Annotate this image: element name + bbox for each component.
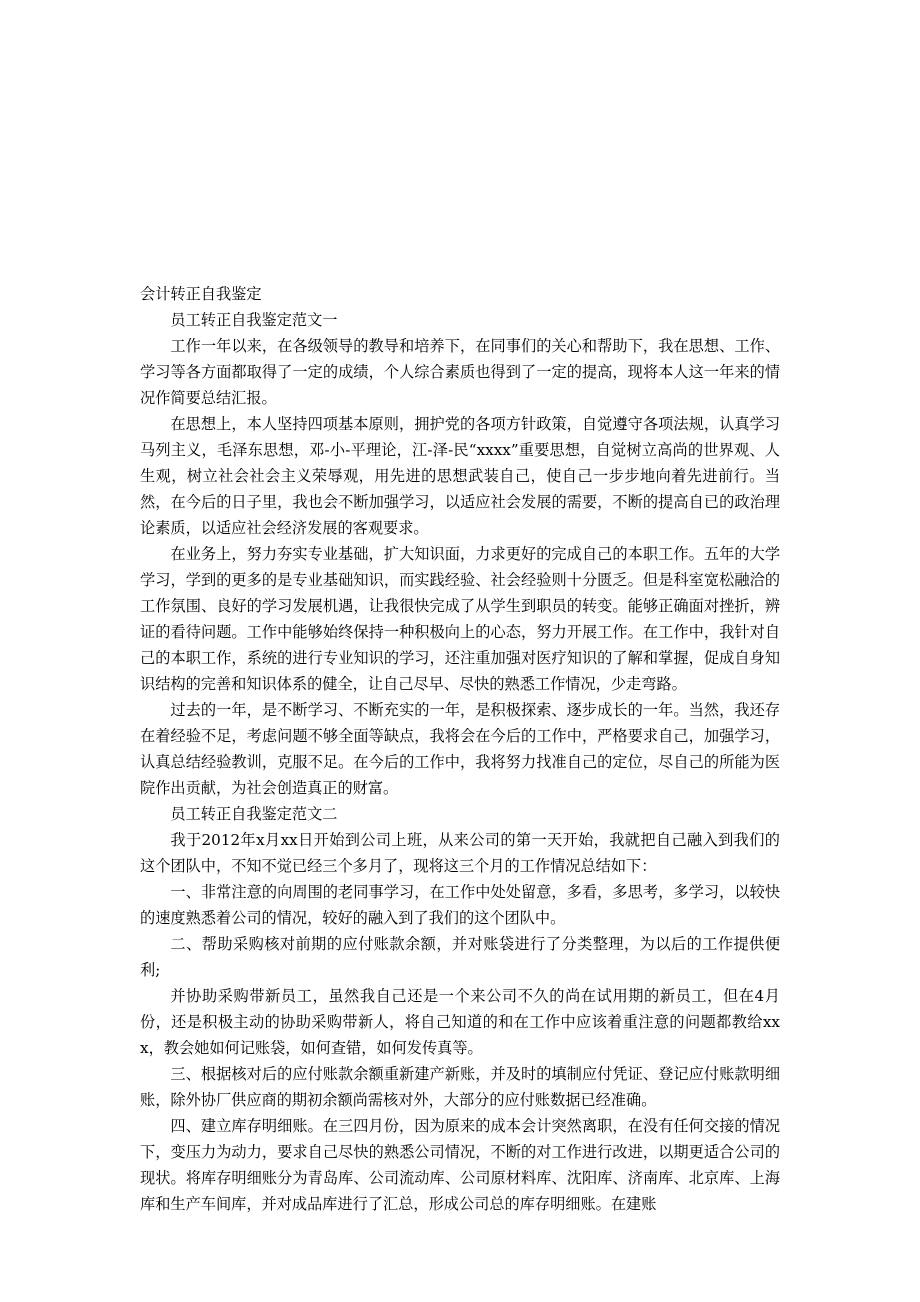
document-body: [140, 281, 780, 1217]
section-heading-2: 员工转正自我鉴定范文二: [170, 805, 338, 823]
paragraph: 一、非常注意的向周围的老同事学习，在工作中处处留意，多看，多思考，多学习，以较快的速度熟悉着公司的情况，较好的融入到了我们的这个团队中。: [140, 883, 780, 927]
paragraph: 在思想上，本人坚持四项基本原则，拥护党的各项方针政策，自觉遵守各项法规，认真学习马列主义，毛泽东思想，邓-小-平理论，江-泽-民“xxxx”重要思想，自觉树立高尚的世界观、人生观，树立社会社会主义荣辱观，用先进的思想武装自己，使自己一步步地向着先进前行。当然，在今后的日子里，我也会不断加强学习，以适应社会发展的需要，不断的提高自已的政治理论素质，以适应社会经济发展的客观要求。: [140, 415, 780, 537]
paragraph: 二、帮助采购核对前期的应付账款余额，并对账袋进行了分类整理，为以后的工作提供便利;: [140, 935, 780, 979]
section-heading-1: 员工转正自我鉴定范文一: [170, 311, 338, 329]
paragraph: 四、建立库存明细账。在三四月份，因为原来的成本会计突然离职，在没有任何交接的情况下，变压力为动力，要求自己尽快的熟悉公司情况，不断的对工作进行改进，以期更适合公司的现状。将库存明细账分为青岛库、公司流动库、公司原材料库、沈阳库、济南库、北京库、上海库和生产车间库，并对成品库进行了汇总，形成公司总的库存明细账。在建账: [140, 1117, 780, 1213]
paragraph: 我于2012年x月xx日开始到公司上班，从来公司的第一天开始，我就把自己融入到我们的这个团队中，不知不觉已经三个多月了，现将这三个月的工作情况总结如下：: [140, 831, 780, 875]
paragraph: 过去的一年，是不断学习、不断充实的一年，是积极探索、逐步成长的一年。当然，我还存在着经验不足，考虑问题不够全面等缺点，我将会在今后的工作中，严格要求自己，加强学习，认真总结经验教训，克服不足。在今后的工作中，我将努力找准自己的定位，尽自己的所能为医院作出贡献，为社会创造真正的财富。: [140, 701, 780, 797]
paragraph: 并协助采购带新员工，虽然我自己还是一个来公司不久的尚在试用期的新员工，但在4月份，还是积极主动的协助采购带新人，将自己知道的和在工作中应该着重注意的问题都教给xxx，教会她如何记账袋，如何查错，如何发传真等。: [140, 987, 780, 1057]
paragraph: 在业务上，努力夯实专业基础，扩大知识面，力求更好的完成自己的本职工作。五年的大学学习，学到的更多的是专业基础知识，而实践经验、社会经验则十分匮乏。但是科室宽松融洽的工作氛围、良好的学习发展机遇，让我很快完成了从学生到职员的转变。能够正确面对挫折，辨证的看待问题。工作中能够始终保持一种积极向上的心态，努力开展工作。在工作中，我针对自己的本职工作，系统的进行专业知识的学习，还注重加强对医疗知识的了解和掌握，促成自身知识结构的完善和知识体系的健全，让自己尽早、尽快的熟悉工作情况，少走弯路。: [140, 545, 780, 693]
paragraph: 工作一年以来，在各级领导的教导和培养下，在同事们的关心和帮助下，我在思想、工作、学习等各方面都取得了一定的成绩，个人综合素质也得到了一定的提高，现将本人这一年来的情况作简要总结汇报。: [140, 337, 780, 407]
paragraph: 三、根据核对后的应付账款余额重新建产新账，并及时的填制应付凭证、登记应付账款明细账，除外协厂供应商的期初余额尚需核对外，大部分的应付账数据已经准确。: [140, 1065, 780, 1109]
document-title: 会计转正自我鉴定: [140, 285, 262, 303]
